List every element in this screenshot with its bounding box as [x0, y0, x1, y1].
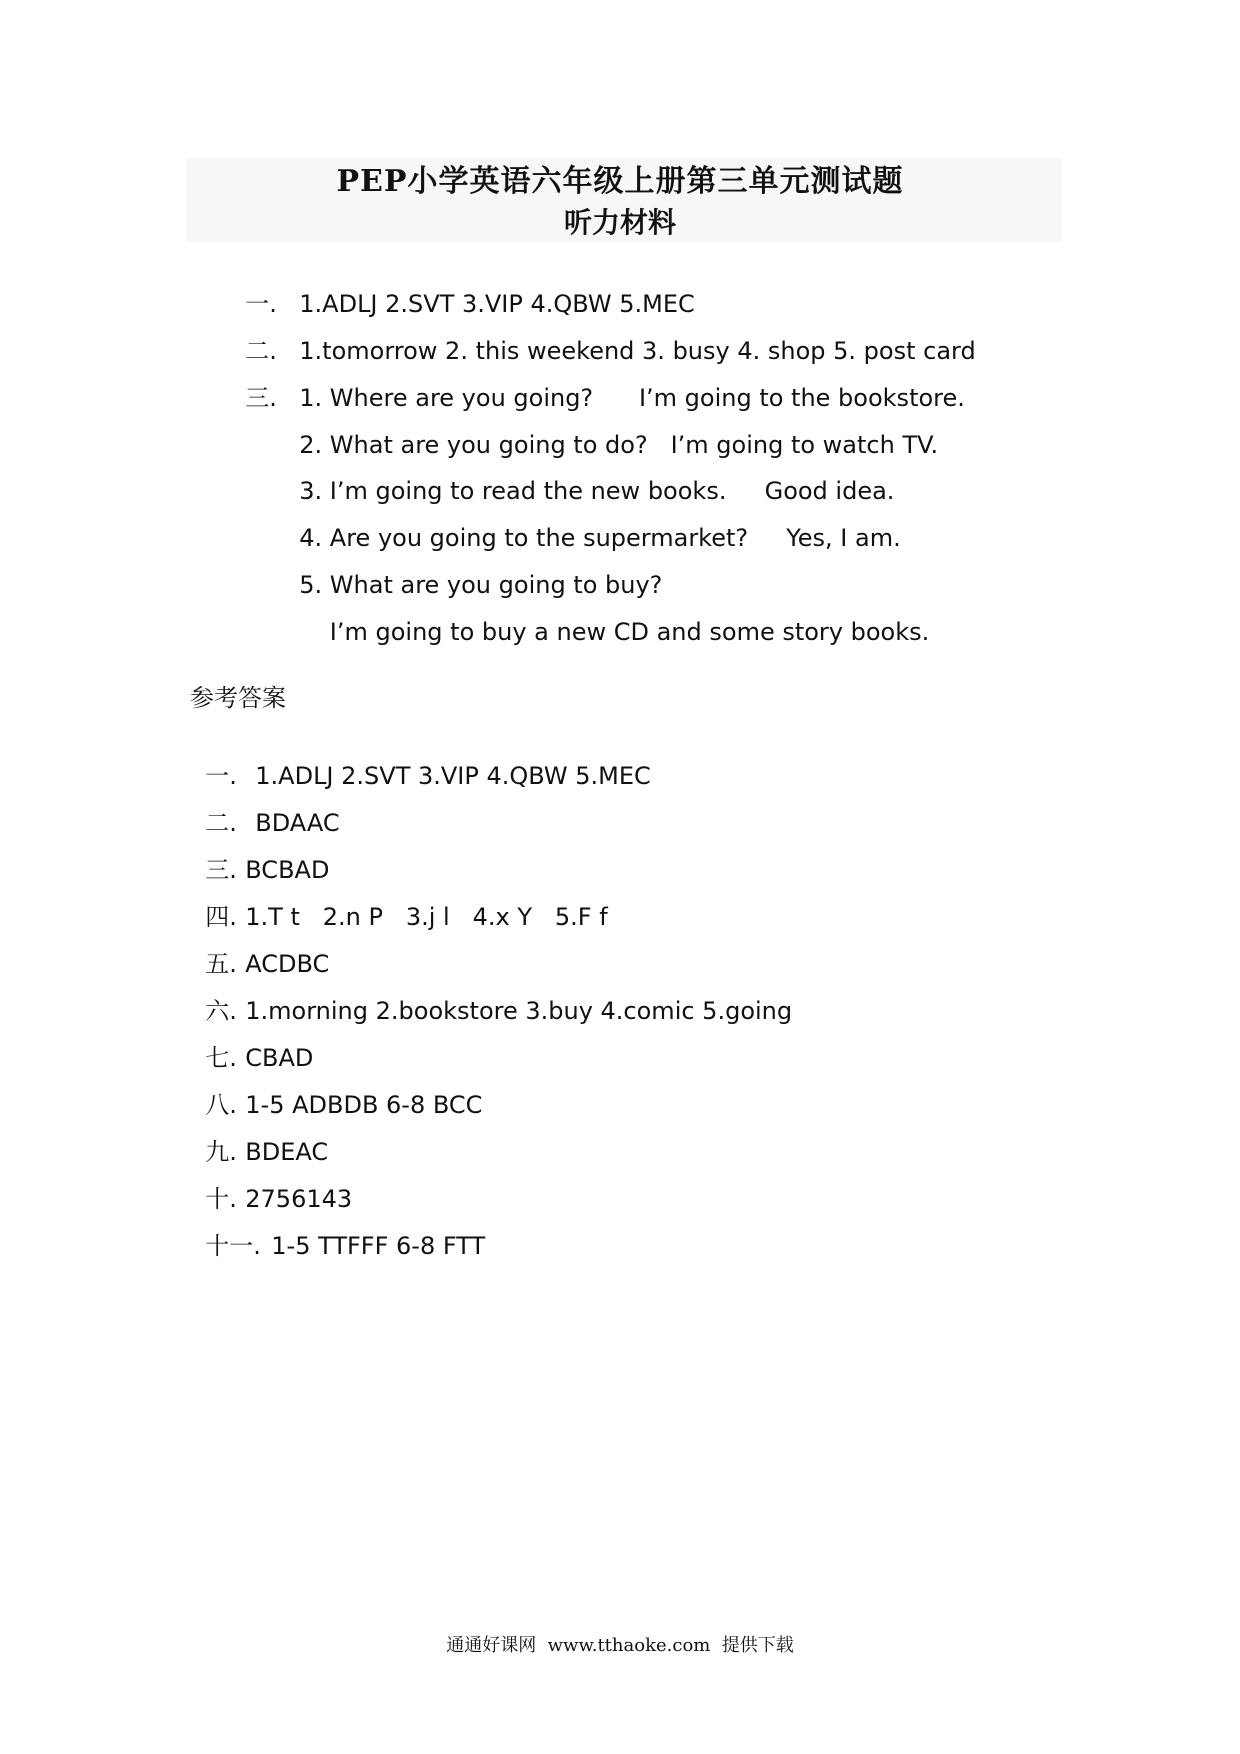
- section-number: 一.: [205, 762, 237, 790]
- answer-text: 2756143: [245, 1185, 353, 1213]
- answer-text: ACDBC: [245, 950, 330, 978]
- section-number: 五.: [205, 950, 237, 978]
- section-number: 七.: [205, 1044, 237, 1072]
- section-number: 四.: [205, 903, 237, 931]
- section-number: 九.: [205, 1138, 237, 1166]
- line-text: 2. What are you going to do? I’m going to watch TV.: [299, 431, 939, 459]
- line-text: 4. Are you going to the supermarket? Yes, I am.: [299, 524, 901, 552]
- answer-text: 1-5 ADBDB 6-8 BCC: [245, 1091, 483, 1119]
- line-text: 1. Where are you going? I’m going to the bookstore.: [299, 384, 965, 412]
- answer-text: 1-5 TTFFF 6-8 FTT: [271, 1232, 486, 1260]
- line-text: 5. What are you going to buy?: [299, 571, 663, 599]
- section-number: 八.: [205, 1091, 237, 1119]
- line-text: 1.ADLJ 2.SVT 3.VIP 4.QBW 5.MEC: [299, 290, 695, 318]
- answer-text: 1.morning 2.bookstore 3.buy 4.comic 5.going: [245, 997, 793, 1025]
- answer-text: 1.ADLJ 2.SVT 3.VIP 4.QBW 5.MEC: [255, 762, 651, 790]
- section-number: 二.: [245, 337, 277, 365]
- answer-line: [190, 1198, 485, 1262]
- answer-text: BCBAD: [245, 856, 330, 884]
- answer-text: BDEAC: [245, 1138, 329, 1166]
- section-number: 二.: [205, 809, 237, 837]
- answer-text: 1.T t 2.n P 3.j l 4.x Y 5.F f: [245, 903, 608, 931]
- page-title: PEP小学英语六年级上册第三单元测试题: [336, 164, 904, 199]
- line-text: I’m going to buy a new CD and some story books.: [299, 618, 930, 646]
- line-text: 3. I’m going to read the new books. Good idea.: [299, 477, 895, 505]
- section-number: 六.: [205, 997, 237, 1025]
- answers-heading: 参考答案: [190, 684, 286, 712]
- listening-line: [284, 584, 929, 648]
- page-subtitle: 听力材料: [563, 206, 676, 239]
- section-number: 三.: [245, 384, 277, 412]
- answer-text: CBAD: [245, 1044, 314, 1072]
- section-number: 十.: [205, 1185, 237, 1213]
- line-text: 1.tomorrow 2. this weekend 3. busy 4. shop 5. post card: [299, 337, 976, 365]
- section-number: 三.: [205, 856, 237, 884]
- answer-text: BDAAC: [255, 809, 340, 837]
- page-footer: 通通好课网 www.tthaoke.com 提供下载: [446, 1635, 794, 1656]
- section-number: 一.: [245, 290, 277, 318]
- section-number: 十一.: [205, 1232, 261, 1260]
